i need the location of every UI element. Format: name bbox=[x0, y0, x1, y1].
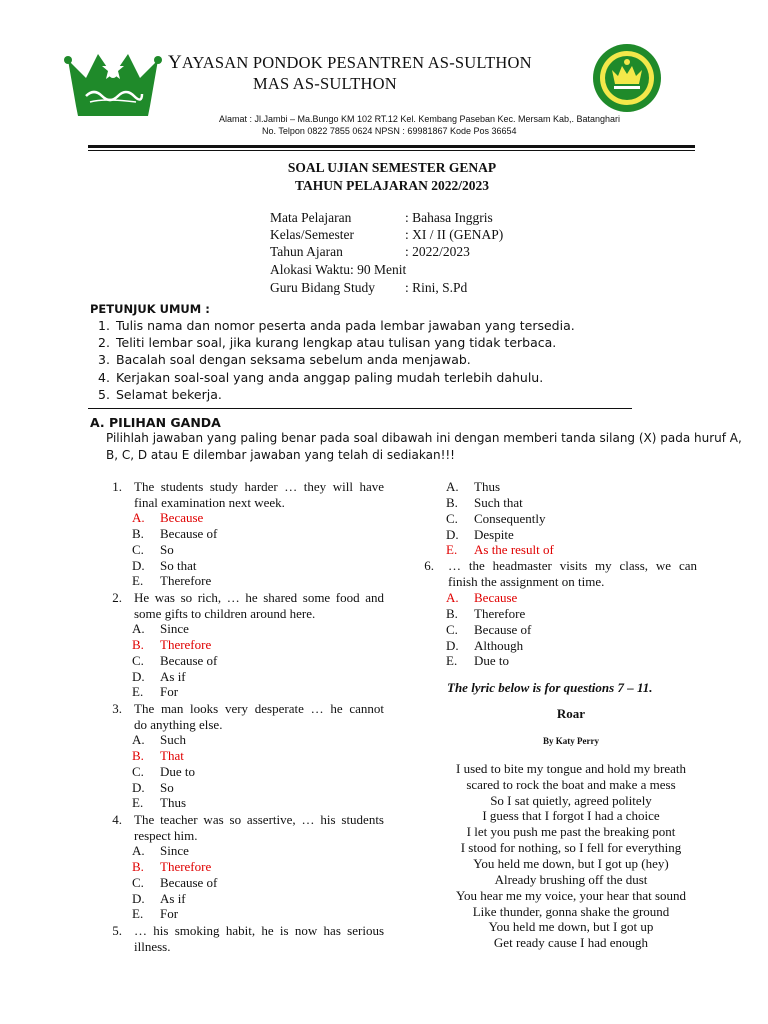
option-a[interactable]: A. Such bbox=[132, 732, 186, 747]
option-e[interactable]: E. Therefore bbox=[132, 573, 212, 588]
header-divider bbox=[88, 145, 695, 148]
question-text: illness. bbox=[134, 939, 171, 954]
option-c[interactable]: C. So bbox=[132, 542, 174, 557]
option-d[interactable]: D. Although bbox=[446, 638, 524, 653]
option-a[interactable]: A. Thus bbox=[446, 479, 500, 494]
instruction-item: 4. Kerjakan soal-soal yang anda anggap paling mudah terlebih dahulu. bbox=[98, 370, 544, 385]
exam-year-title: TAHUN PELAJARAN 2022/2023 bbox=[294, 178, 489, 193]
question-5 bbox=[102, 923, 384, 957]
info-row-teacher: Guru Bidang Study : Rini, S.Pd bbox=[270, 280, 468, 295]
school-name: MAS AS-SULTHON bbox=[253, 74, 397, 93]
option-d[interactable]: D. So bbox=[132, 780, 174, 795]
question-number: 5. bbox=[112, 923, 122, 938]
question-3 bbox=[102, 701, 384, 811]
section-a-instruction: Pilihlah jawaban yang paling benar pada soal dibawah ini dengan memberi tanda silang (X) pada huruf A, bbox=[106, 431, 742, 445]
option-c[interactable]: C. Consequently bbox=[446, 511, 546, 526]
question-text: … the headmaster visits my class, we can bbox=[448, 558, 697, 573]
question-5-options bbox=[446, 479, 646, 559]
question-text: … his smoking habit, he is now has serious bbox=[134, 923, 384, 938]
exam-title: SOAL UJIAN SEMESTER GENAP bbox=[287, 160, 497, 175]
question-number: 2. bbox=[112, 590, 122, 605]
option-d[interactable]: D. So that bbox=[132, 558, 197, 573]
option-a-answer[interactable]: A. Because bbox=[132, 510, 204, 525]
option-e[interactable]: E. Due to bbox=[446, 653, 510, 668]
song-author: By Katy Perry bbox=[543, 736, 599, 746]
question-text: He was so rich, … he shared some food and bbox=[134, 590, 384, 605]
option-b[interactable]: B. Because of bbox=[132, 526, 218, 541]
option-a[interactable]: A. Since bbox=[132, 843, 189, 858]
lyric-line: You held me down, but I got up bbox=[488, 919, 654, 934]
option-c[interactable]: C. Because of bbox=[446, 622, 532, 637]
option-e[interactable]: E. For bbox=[132, 684, 179, 699]
lyric-line: You held me down, but I got up (hey) bbox=[473, 856, 669, 871]
info-row-class: Kelas/Semester : XI / II (GENAP) bbox=[270, 227, 504, 242]
lyric-line: I stood for nothing, so I fell for everything bbox=[460, 840, 682, 855]
lyric-line: So I sat quietly, agreed politely bbox=[490, 793, 652, 808]
question-text: respect him. bbox=[134, 828, 198, 843]
lyric-line: I let you push me past the breaking pont bbox=[466, 824, 676, 839]
info-row-subject: Mata Pelajaran : Bahasa Inggris bbox=[270, 210, 493, 225]
lyric-line: I guess that I forgot I had a choice bbox=[482, 808, 660, 823]
info-row-time: Alokasi Waktu: 90 Menit bbox=[270, 262, 407, 277]
instruction-item: 5. Selamat bekerja. bbox=[98, 387, 222, 402]
option-e[interactable]: E. For bbox=[132, 906, 179, 921]
option-b-answer[interactable]: B. Therefore bbox=[132, 859, 212, 874]
section-divider bbox=[88, 408, 632, 409]
option-b[interactable]: B. Therefore bbox=[446, 606, 526, 621]
question-2 bbox=[102, 590, 384, 700]
question-text: do anything else. bbox=[134, 717, 223, 732]
option-a[interactable]: A. Since bbox=[132, 621, 189, 636]
option-a-answer[interactable]: A. Because bbox=[446, 590, 518, 605]
lyric-line: Already brushing off the dust bbox=[494, 872, 648, 887]
foundation-name: YAYASAN PONDOK PESANTREN AS-SULTHON bbox=[168, 52, 532, 73]
school-address: Alamat : Jl.Jambi – Ma.Bungo KM 102 RT.12 Kel. Kembang Paseban Kec. Mersam Kab,. Batanghari bbox=[219, 114, 621, 124]
option-c[interactable]: C. Because of bbox=[132, 875, 218, 890]
question-number: 3. bbox=[112, 701, 122, 716]
instructions-heading: PETUNJUK UMUM : bbox=[90, 302, 210, 316]
question-number: 4. bbox=[112, 812, 122, 827]
exam-info bbox=[270, 210, 570, 300]
question-text: some gifts to children around here. bbox=[134, 606, 316, 621]
school-emblem-logo bbox=[582, 40, 672, 114]
lyric-line: Like thunder, gonna shake the ground bbox=[472, 904, 670, 919]
question-text: final examination next week. bbox=[134, 495, 285, 510]
question-number: 1. bbox=[112, 479, 122, 494]
option-e-answer[interactable]: E. As the result of bbox=[446, 542, 554, 557]
question-text: The teacher was so assertive, … his students bbox=[134, 812, 384, 827]
question-6 bbox=[414, 558, 698, 668]
option-b[interactable]: B. Such that bbox=[446, 495, 523, 510]
instruction-item: 3. Bacalah soal dengan seksama sebelum anda menjawab. bbox=[98, 352, 471, 367]
instruction-item: 1. Tulis nama dan nomor peserta anda pada lembar jawaban yang tersedia. bbox=[98, 318, 575, 333]
question-number: 6. bbox=[424, 558, 434, 573]
info-row-year: Tahun Ajaran : 2022/2023 bbox=[270, 244, 470, 259]
school-contact: No. Telpon 0822 7855 0624 NPSN : 69981867 Kode Pos 36654 bbox=[262, 126, 517, 136]
option-e[interactable]: E. Thus bbox=[132, 795, 186, 810]
option-b-answer[interactable]: B. Therefore bbox=[132, 637, 212, 652]
question-text: The man looks very desperate … he cannot bbox=[134, 701, 384, 716]
question-4 bbox=[102, 812, 384, 922]
header-divider-thin bbox=[88, 150, 695, 151]
section-a-instruction: B, C, D atau E dilembar jawaban yang telah di sediakan!!! bbox=[106, 448, 455, 462]
question-text: The students study harder … they will have bbox=[134, 479, 384, 494]
foundation-crown-logo bbox=[64, 50, 162, 120]
option-d[interactable]: D. Despite bbox=[446, 527, 514, 542]
section-a-heading: A. PILIHAN GANDA bbox=[90, 415, 221, 430]
question-text: finish the assignment on time. bbox=[448, 574, 605, 589]
option-d[interactable]: D. As if bbox=[132, 891, 186, 906]
question-1 bbox=[102, 479, 384, 589]
lyric-line: Get ready cause I had enough bbox=[493, 935, 649, 950]
lyric-intro: The lyric below is for questions 7 – 11. bbox=[447, 680, 653, 695]
option-d[interactable]: D. As if bbox=[132, 669, 186, 684]
song-title: Roar bbox=[556, 706, 586, 721]
option-b-answer[interactable]: B. That bbox=[132, 748, 184, 763]
option-c[interactable]: C. Due to bbox=[132, 764, 196, 779]
option-c[interactable]: C. Because of bbox=[132, 653, 218, 668]
lyric-line: You hear me my voice, your hear that sound bbox=[455, 888, 687, 903]
instruction-item: 2. Teliti lembar soal, jika kurang lengkap atau tulisan yang tidak terbaca. bbox=[98, 335, 557, 350]
lyric-line: scared to rock the boat and make a mess bbox=[466, 777, 676, 792]
lyric-line: I used to bite my tongue and hold my breath bbox=[456, 761, 686, 776]
